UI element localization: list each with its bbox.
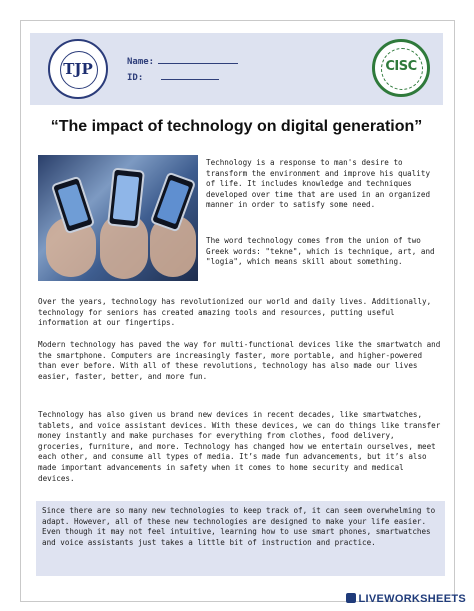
- logo-right-text: CISC: [385, 59, 417, 74]
- technology-photo: [38, 155, 198, 281]
- id-line[interactable]: [161, 71, 219, 80]
- highlight-box: [36, 501, 445, 576]
- id-field[interactable]: [127, 71, 219, 83]
- paragraph-modern-technology: Modern technology has paved the way for multi-functional devices like the smartwatch and the smartphone. Computers are increasingly faster, more portable, and higher-powered than ever before. With all of these revolutions, technology has also made our lives easier, faster, better, and more fun.: [38, 340, 441, 381]
- school-logo-right: [372, 39, 430, 97]
- paragraph-adapting: Since there are so many new technologies to keep track of, it can seem overwhelming to adapt. However, all of these new technologies are designed to make your life easier. Even though it may not feel intuitive, learning how to use smart phones, smartwatches and voice assistants just takes a little bit of instruction and practice.: [42, 506, 436, 547]
- page-title: “The impact of technology on digital generation”: [50, 118, 423, 135]
- paragraph-new-devices: Technology has also given us brand new devices in recent decades, like smartwatches, tablets, and voice assistant devices. With these devices, we can do things like transfer money instantly and make purchases for everything from clothes, food delivery, groceries, furniture, and more. Technology has changed how we entertain ourselves, meet each other, and consume all types of media. It’s made fun advancements, but it’s also made important advancements in safety when it comes to home security and medical devices.: [38, 410, 441, 483]
- paragraph-revolution: Over the years, technology has revolutionized our world and daily lives. Additionally, technology for seniors has created amazing tools and resources, putting useful information at our fingertips.: [38, 297, 432, 328]
- school-logo-left: [48, 39, 108, 99]
- name-field[interactable]: [127, 55, 238, 67]
- name-line[interactable]: [158, 55, 238, 64]
- paragraph-etymology: The word technology comes from the union of two Greek words: "tekne", which is technique, art, and "logia", which means skill about something.: [206, 236, 435, 267]
- name-label: Name:: [127, 57, 155, 67]
- liveworksheets-footer[interactable]: [346, 593, 467, 605]
- liveworksheets-icon: [346, 593, 356, 603]
- id-label: ID:: [127, 73, 144, 83]
- footer-brand: LIVEWORKSHEETS: [358, 593, 466, 605]
- logo-left-text: TJP: [63, 60, 93, 78]
- paragraph-definition: Technology is a response to man's desire to transform the environment and improve his quality of life. It includes knowledge and techniques developed over time that are used in an organized manner in order to satisfy some need.: [206, 158, 431, 210]
